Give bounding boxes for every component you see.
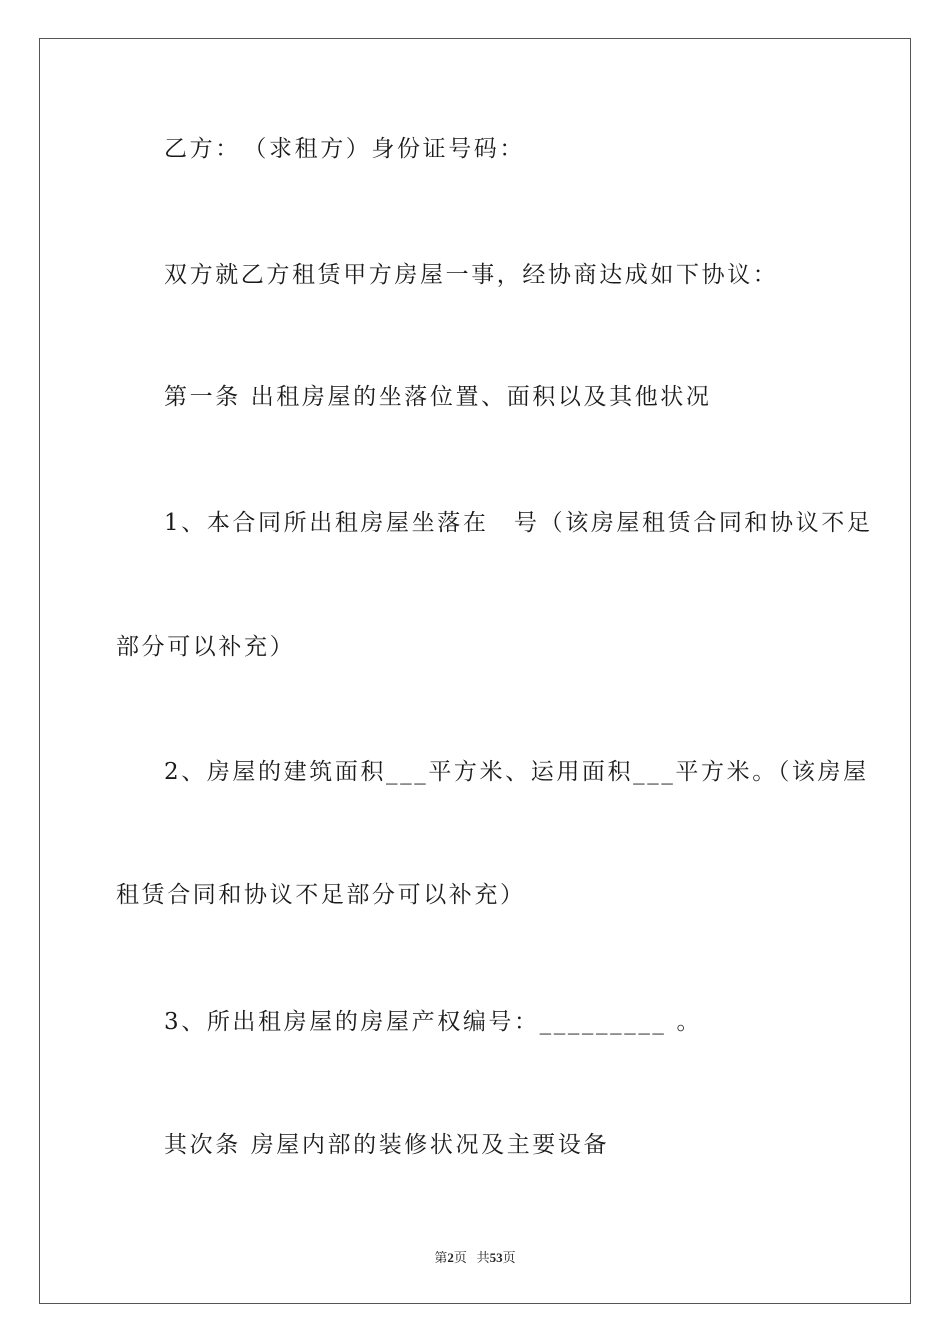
article-two-heading: 其次条 房屋内部的装修状况及主要设备 [164, 1132, 610, 1158]
clause-1-line-2: 部分可以补充） [116, 634, 296, 660]
page-suffix: 页 [453, 1250, 467, 1265]
clause-2-line-1: 2、房屋的建筑面积___平方米、运用面积___平方米。（该房屋 [164, 759, 869, 785]
total-suffix: 页 [502, 1250, 516, 1265]
article-one-heading: 第一条 出租房屋的坐落位置、面积以及其他状况 [164, 384, 712, 410]
clause-2-line-2: 租赁合同和协议不足部分可以补充） [116, 882, 526, 908]
total-prefix: 共 [476, 1250, 490, 1265]
page-border [39, 38, 911, 1304]
page-footer [0, 1247, 950, 1266]
party-b-line: 乙方： （求租方）身份证号码： [164, 136, 525, 162]
page-prefix: 第 [434, 1250, 448, 1265]
page-number: 2 [447, 1250, 454, 1265]
clause-3-line: 3、所出租房屋的房屋产权编号：_________ 。 [164, 1009, 703, 1035]
agreement-intro: 双方就乙方租赁甲方房屋一事，经协商达成如下协议： [164, 262, 779, 288]
clause-1-line-1: 1、本合同所出租房屋坐落在 号（该房屋租赁合同和协议不足 [164, 510, 873, 536]
total-pages: 53 [489, 1250, 503, 1265]
